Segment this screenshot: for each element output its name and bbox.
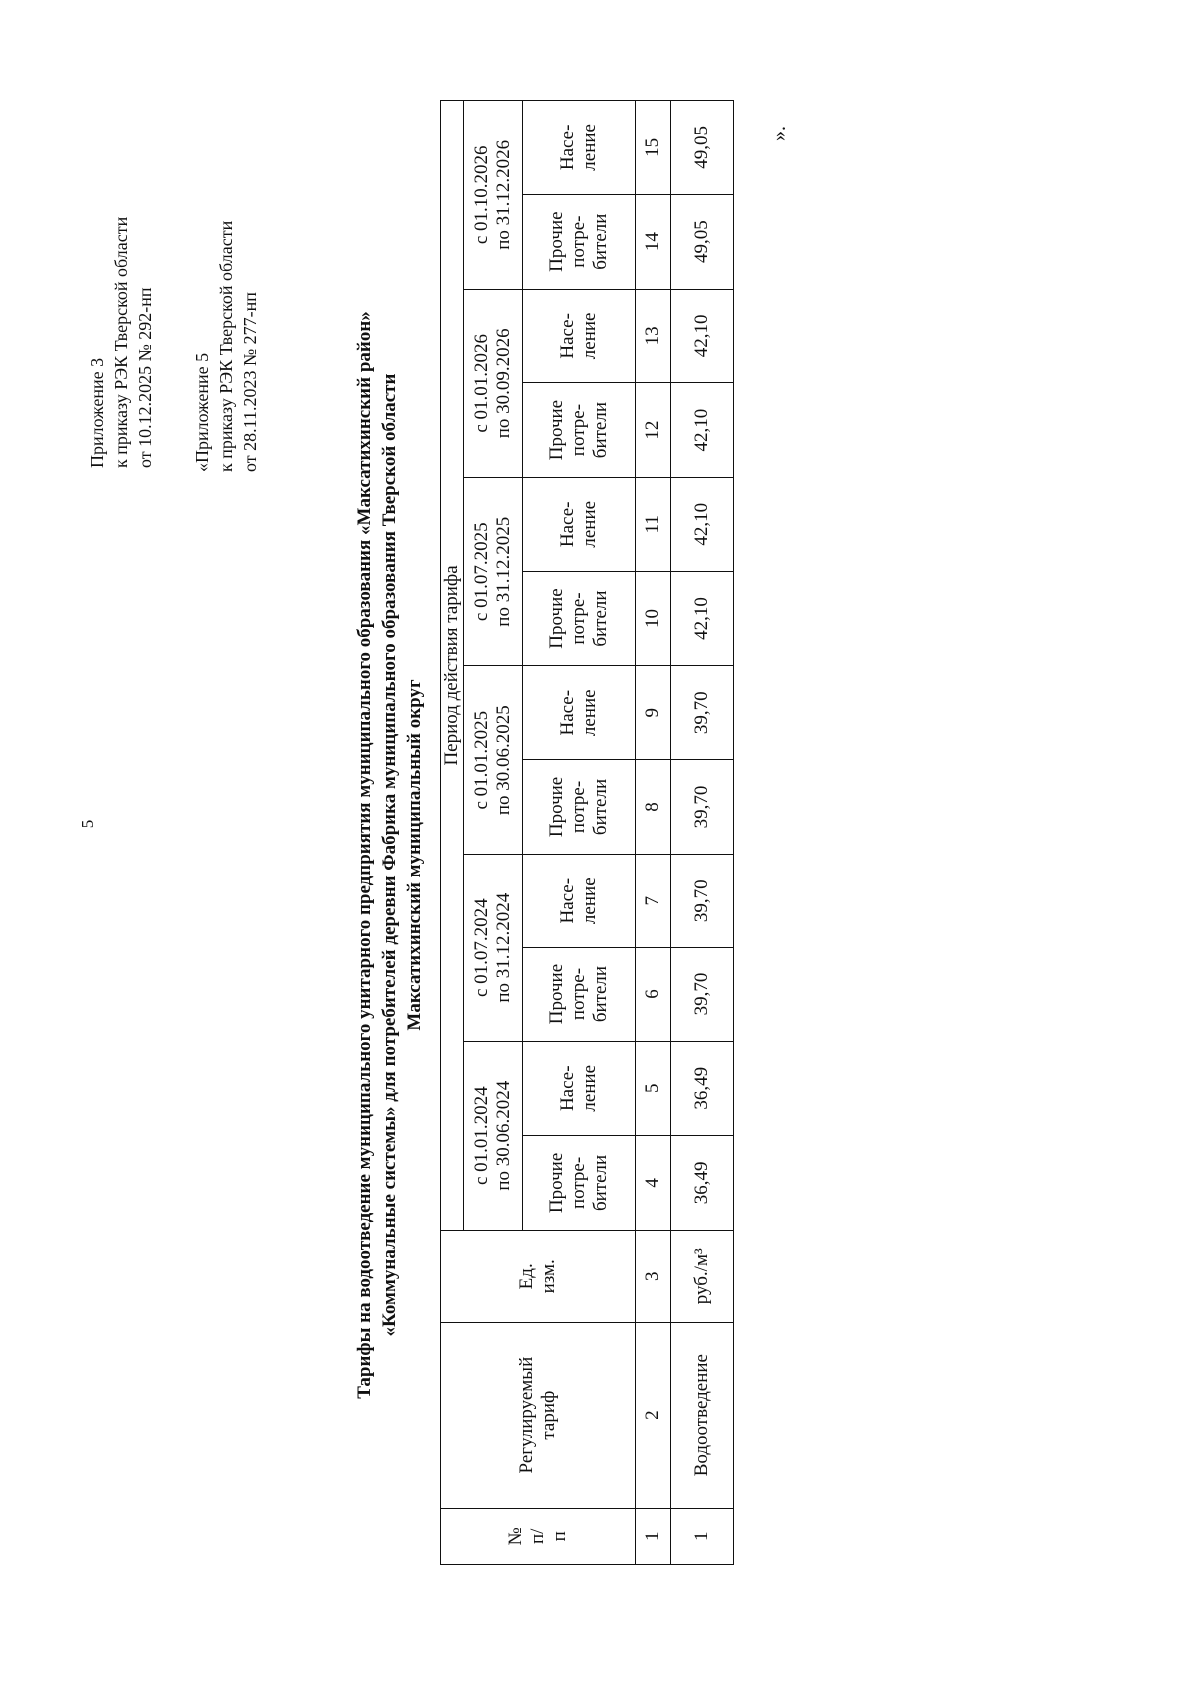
tariff-table	[440, 100, 734, 1565]
column-number: 11	[636, 478, 671, 572]
header-tariff: Регулируемый тариф	[441, 1322, 636, 1508]
column-number: 9	[636, 666, 671, 760]
period-2: с 01.07.2024 по 31.12.2024	[464, 854, 523, 1041]
subheader-others: Прочие потре- бители	[523, 194, 636, 289]
column-number: 10	[636, 571, 671, 666]
appendix-current-line-1: Приложение 3	[87, 357, 107, 468]
title-line-2: «Коммунальные системы» для потребителей деревни Фабрика муниципального образования Тверской области	[379, 373, 400, 1337]
title-line-1: Тарифы на водоотведение муниципального унитарного предприятия муниципального образования «Максатихинский район»	[354, 311, 375, 1399]
subheader-others: Прочие потре- бители	[523, 571, 636, 666]
period-1: с 01.01.2024 по 30.06.2024	[464, 1041, 523, 1230]
column-number: 5	[636, 1041, 671, 1135]
subheader-population: Насе- ление	[523, 854, 636, 947]
tariff-value: 42,10	[671, 478, 734, 572]
row-unit: руб./м³	[671, 1230, 734, 1322]
appendix-previous	[190, 112, 262, 472]
tariff-value: 39,70	[671, 947, 734, 1041]
tariff-value: 39,70	[671, 760, 734, 855]
subheader-others: Прочие потре- бители	[523, 760, 636, 855]
landscape-page	[0, 100, 790, 1660]
subheader-population: Насе- ление	[523, 666, 636, 760]
column-number: 7	[636, 854, 671, 947]
tariff-value: 49,05	[671, 101, 734, 195]
tariff-value: 42,10	[671, 571, 734, 666]
column-number: 14	[636, 194, 671, 289]
tariff-value: 39,70	[671, 666, 734, 760]
appendix-current	[85, 108, 157, 468]
column-number: 8	[636, 760, 671, 855]
tariff-value: 39,70	[671, 854, 734, 947]
column-number: 2	[636, 1322, 671, 1508]
subheader-others: Прочие потре- бители	[523, 1135, 636, 1230]
tariff-value: 36,49	[671, 1041, 734, 1135]
subheader-population: Насе- ление	[523, 289, 636, 383]
subheader-population: Насе- ление	[523, 478, 636, 572]
column-number: 3	[636, 1230, 671, 1322]
column-number: 15	[636, 101, 671, 195]
subheader-population: Насе- ление	[523, 101, 636, 195]
subheader-others: Прочие потре- бители	[523, 947, 636, 1041]
appendix-previous-line-3: от 28.11.2023 № 277-нп	[240, 292, 260, 472]
tariff-value: 42,10	[671, 289, 734, 383]
appendix-previous-line-1: «Приложение 5	[192, 352, 212, 472]
header-period: Период действия тарифа	[441, 101, 464, 1231]
row-tariff: Водоотведение	[671, 1322, 734, 1508]
period-4: с 01.07.2025 по 31.12.2025	[464, 478, 523, 666]
column-number: 1	[636, 1508, 671, 1564]
column-number: 6	[636, 947, 671, 1041]
appendix-current-line-3: от 10.12.2025 № 292-нп	[135, 287, 155, 468]
appendix-previous-line-2: к приказу РЭК Тверской области	[216, 220, 236, 472]
table-row	[671, 101, 734, 1565]
title-line-3: Максатихинский муниципальный округ	[404, 679, 425, 1031]
row-number: 1	[671, 1508, 734, 1564]
column-number: 13	[636, 289, 671, 383]
header-num: № п/ п	[441, 1508, 636, 1564]
period-3: с 01.01.2025 по 30.06.2025	[464, 666, 523, 854]
subheader-others: Прочие потре- бители	[523, 383, 636, 478]
column-number: 12	[636, 383, 671, 478]
period-6: с 01.10.2026 по 31.12.2026	[464, 101, 523, 290]
header-unit: Ед. изм.	[441, 1230, 636, 1322]
closing-quote: ».	[768, 126, 790, 141]
tariff-value: 36,49	[671, 1135, 734, 1230]
column-number: 4	[636, 1135, 671, 1230]
tariff-value: 42,10	[671, 383, 734, 478]
tariff-value: 49,05	[671, 194, 734, 289]
period-5: с 01.01.2026 по 30.09.2026	[464, 289, 523, 477]
appendix-current-line-2: к приказу РЭК Тверской области	[111, 216, 131, 468]
subheader-population: Насе- ление	[523, 1041, 636, 1135]
document-title	[352, 220, 427, 1490]
page-number: 5	[78, 819, 97, 829]
